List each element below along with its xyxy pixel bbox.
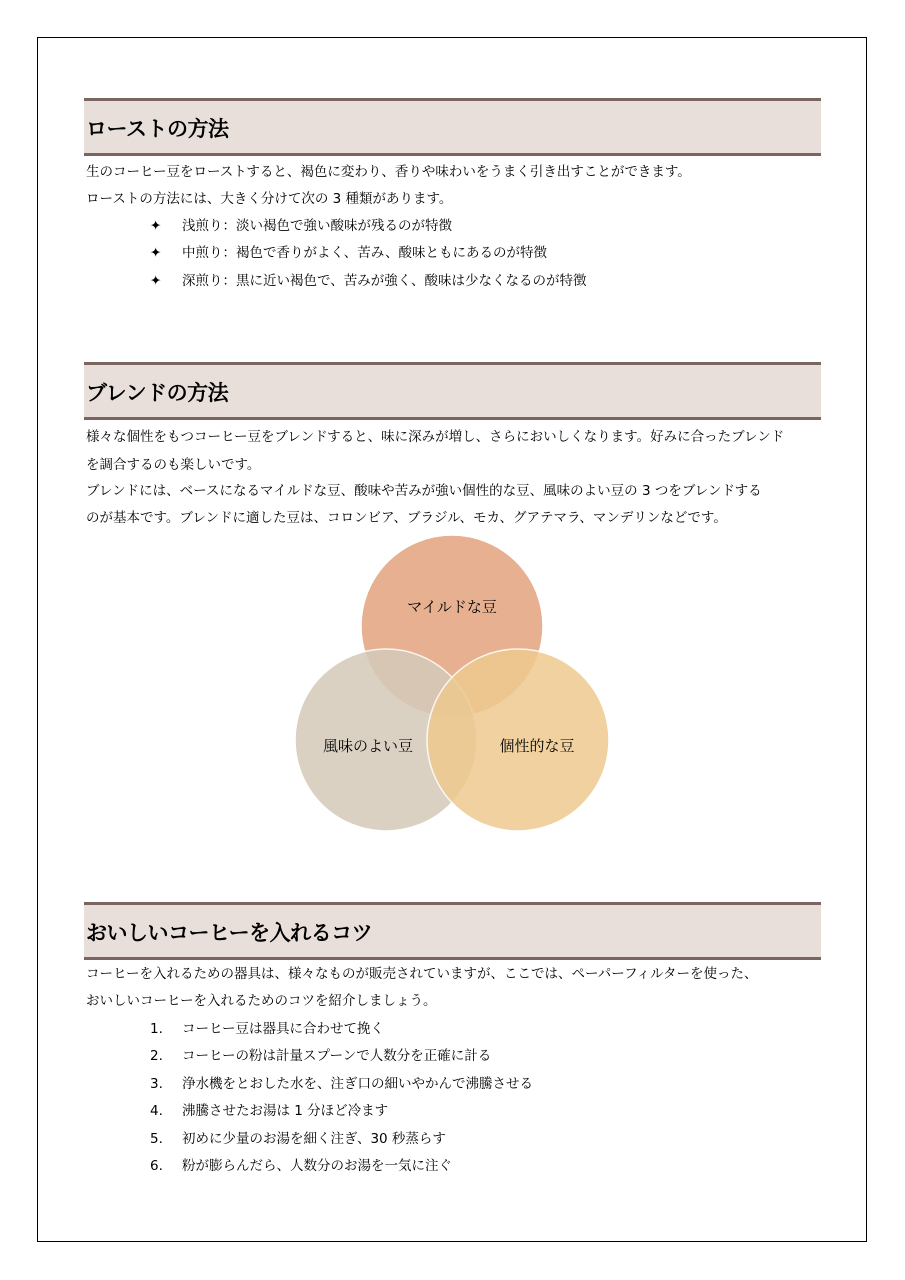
bullet-text: 深煎り：黒に近い褐色で、苦みが強く、酸味は少なくなるのが特徴 <box>182 273 587 289</box>
bullet-star-icon: ✦ <box>150 245 162 261</box>
paragraph: ローストの方法には、大きく分けて次の 3 種類があります。 <box>86 191 453 207</box>
paragraph: のが基本です。ブレンドに適した豆は、コロンビア、ブラジル、モカ、グアテマラ、マンデリンなどです。 <box>86 510 727 526</box>
bullet-star-icon: ✦ <box>150 273 162 289</box>
item-number: 1. <box>150 1021 163 1037</box>
item-number: 3. <box>150 1075 163 1092</box>
item-text: 沸騰させたお湯は 1 分ほど冷ます <box>182 1103 389 1120</box>
bullet-star-icon: ✦ <box>150 218 162 234</box>
paragraph: 様々な個性をもつコーヒー豆をブレンドすると、味に深みが増し、さらにおいしくなります。好みに合ったブレンド <box>86 429 785 445</box>
numbered-item <box>150 1020 384 1038</box>
numbered-item <box>150 1130 446 1148</box>
section-header-tips <box>84 902 821 960</box>
section-title: ローストの方法 <box>86 117 229 141</box>
item-number: 2. <box>150 1048 163 1065</box>
section-title: ブレンドの方法 <box>86 381 229 405</box>
paragraph: おいしいコーヒーを入れるためのコツを紹介しましょう。 <box>86 993 437 1009</box>
section-title: おいしいコーヒーを入れるコツ <box>86 921 373 945</box>
item-number: 4. <box>150 1103 163 1120</box>
numbered-item <box>150 1157 452 1175</box>
item-text: 粉が膨らんだら、人数分のお湯を一気に注ぐ <box>182 1158 452 1174</box>
item-number: 5. <box>150 1130 163 1147</box>
paragraph: コーヒーを入れるための器具は、様々なものが販売されていますが、ここでは、ペーパーフィルターを使った、 <box>86 966 758 982</box>
item-text: コーヒー豆は器具に合わせて挽く <box>182 1021 384 1037</box>
numbered-item <box>150 1075 533 1093</box>
item-text: 初めに少量のお湯を細く注ぎ、30 秒蒸らす <box>182 1130 446 1147</box>
item-number: 6. <box>150 1158 163 1174</box>
numbered-item <box>150 1102 388 1120</box>
paragraph: ブレンドには、ベースになるマイルドな豆、酸味や苦みが強い個性的な豆、風味のよい豆の 3 つをブレンドする <box>86 483 762 499</box>
venn-label: 個性的な豆 <box>499 737 575 755</box>
bullet-text: 中煎り：褐色で香りがよく、苦み、酸味ともにあるのが特徴 <box>182 245 548 261</box>
numbered-item <box>150 1047 491 1065</box>
item-text: コーヒーの粉は計量スプーンで人数分を正確に計る <box>182 1048 492 1065</box>
paragraph: を調合するのも楽しいです。 <box>86 457 261 473</box>
paragraph: 生のコーヒー豆をローストすると、褐色に変わり、香りや味わいをうまく引き出すことができます。 <box>86 164 691 180</box>
venn-label: マイルドな豆 <box>407 598 497 616</box>
venn-label: 風味のよい豆 <box>322 737 414 755</box>
item-text: 浄水機をとおした水を、注ぎ口の細いやかんで沸騰させる <box>182 1075 533 1092</box>
bullet-text: 浅煎り：淡い褐色で強い酸味が残るのが特徴 <box>182 218 452 234</box>
